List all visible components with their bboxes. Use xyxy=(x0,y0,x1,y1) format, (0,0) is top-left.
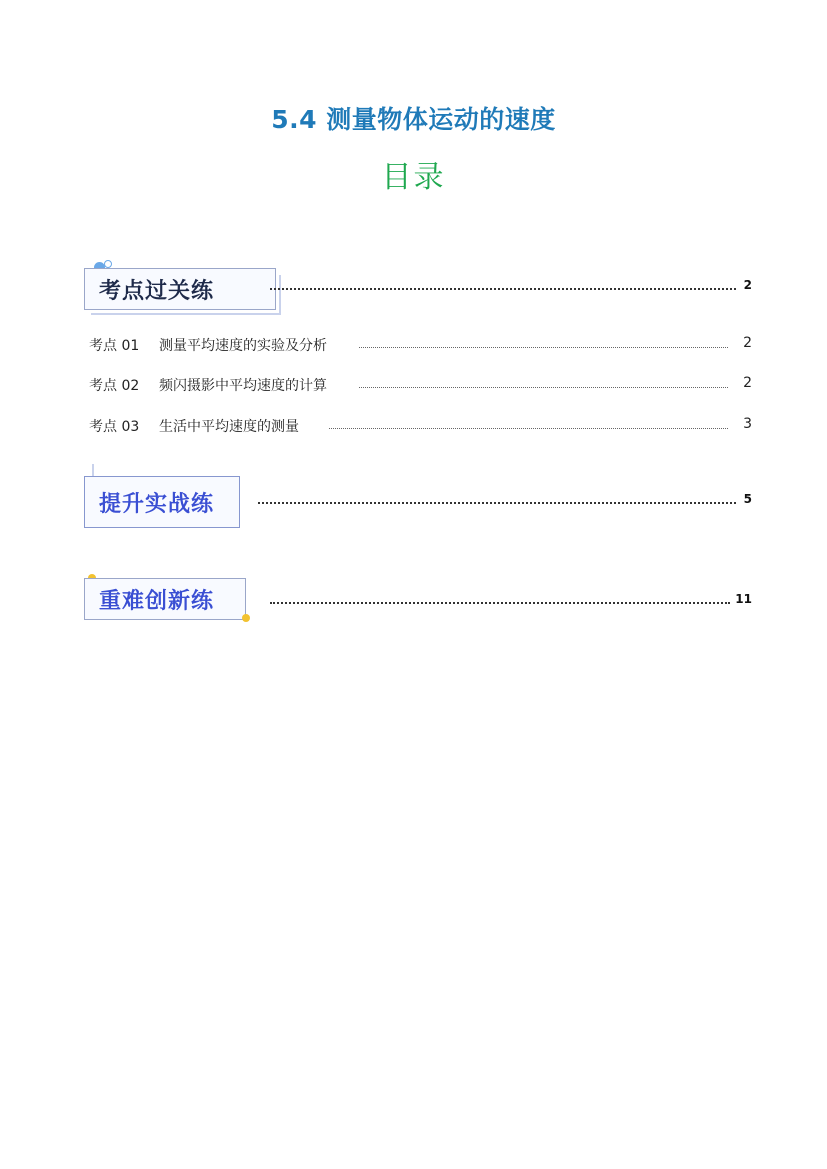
section-badge: 提升实战练 xyxy=(84,476,240,528)
toc-section-tisheng[interactable] xyxy=(84,470,752,532)
entry-label: 生活中平均速度的测量 xyxy=(159,416,301,436)
section-page-number: 11 xyxy=(735,592,752,606)
section-badge: 考点过关练 xyxy=(84,268,276,310)
leader-dots xyxy=(359,386,728,388)
leader-dots xyxy=(270,286,736,290)
toc-entry[interactable] xyxy=(89,335,752,353)
leader-dots xyxy=(258,500,736,504)
leader-dots xyxy=(359,346,728,348)
entry-label: 频闪摄影中平均速度的计算 xyxy=(159,375,329,395)
entry-page-number: 2 xyxy=(743,375,752,391)
section-badge: 重难创新练 xyxy=(84,578,246,620)
toc-entry[interactable] xyxy=(89,416,752,434)
entry-label: 测量平均速度的实验及分析 xyxy=(159,335,329,355)
toc-entry[interactable] xyxy=(89,375,752,393)
leader-dots xyxy=(329,427,728,429)
section-page-number: 5 xyxy=(743,492,752,506)
toc-heading: 目录 xyxy=(381,160,446,195)
decor-dot-icon xyxy=(242,614,250,622)
section-page-number: 2 xyxy=(743,278,752,292)
leader-dots xyxy=(270,600,730,604)
document-title: 5.4 测量物体运动的速度 xyxy=(271,105,556,134)
toc-section-kaodian[interactable] xyxy=(84,262,752,310)
decor-ring-icon xyxy=(104,260,112,268)
toc-section-zhongnan[interactable] xyxy=(84,574,752,622)
entry-code: 考点 02 xyxy=(89,378,140,394)
entry-code: 考点 03 xyxy=(89,419,140,435)
entry-page-number: 2 xyxy=(743,335,752,351)
entry-page-number: 3 xyxy=(743,416,752,432)
entry-code: 考点 01 xyxy=(89,338,140,354)
